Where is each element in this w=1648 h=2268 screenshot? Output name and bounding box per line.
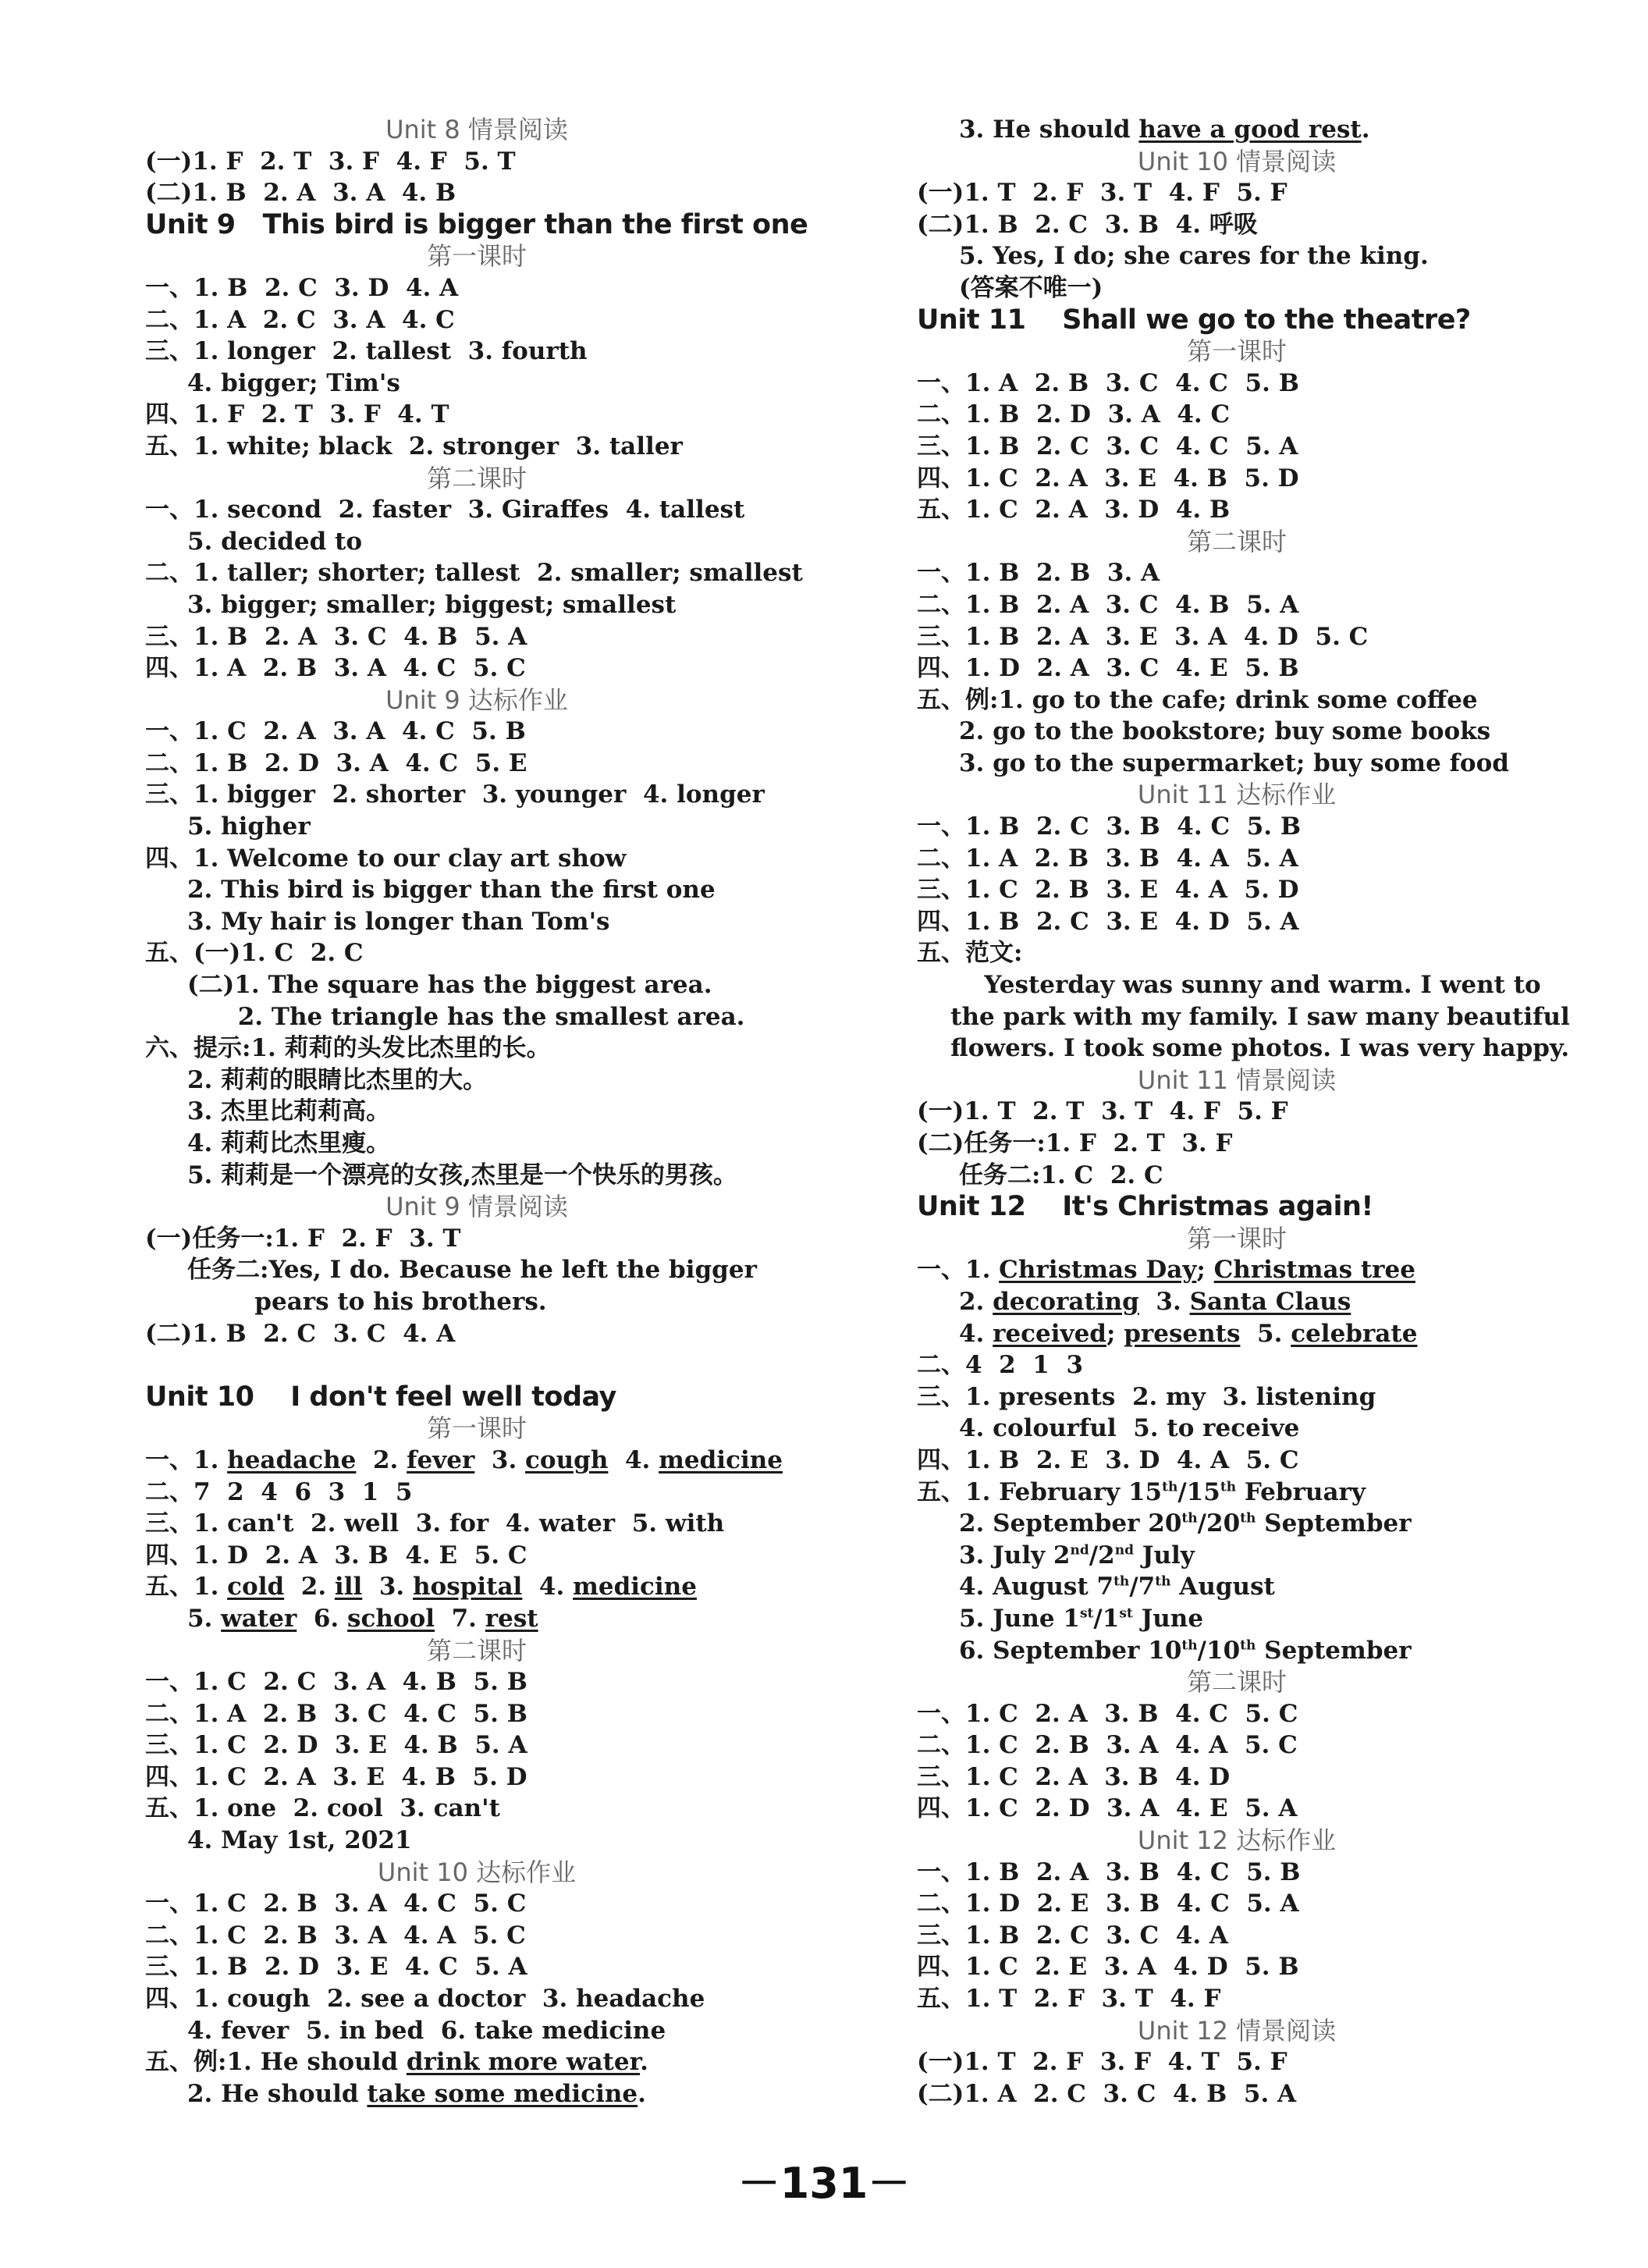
answer-line: (一)1. F 2. T 3. F 4. F 5. T [145, 147, 516, 176]
answer-line: 4. August 7th/7th August [917, 1573, 1275, 1601]
answer-line: (答案不唯一) [917, 273, 1103, 302]
section-heading: 第二课时 [426, 463, 527, 493]
answer-line: 四、1. B 2. E 3. D 4. A 5. C [917, 1445, 1299, 1474]
answer-line: 三、1. B 2. A 3. E 3. A 4. D 5. C [917, 622, 1369, 651]
answer-line: 4. received; presents 5. celebrate [917, 1319, 1418, 1348]
answer-line: the park with my family. I saw many beautiful [917, 1002, 1570, 1031]
answer-line: 二、1. B 2. D 3. A 4. C 5. E [145, 748, 527, 777]
answer-line: 四、1. F 2. T 3. F 4. T [145, 400, 449, 429]
answer-line: (二)1. B 2. C 3. B 4. 呼吸 [917, 210, 1258, 239]
answer-line: 三、1. B 2. D 3. E 4. C 5. A [145, 1953, 527, 1982]
answer-line: 4. fever 5. in bed 6. take medicine [145, 2016, 666, 2045]
answer-line: 6. September 10th/10th September [917, 1636, 1412, 1665]
answer-line: 2. 莉莉的眼睛比杰里的大。 [145, 1065, 488, 1094]
answer-line: 5. water 6. school 7. rest [145, 1604, 538, 1633]
answer-line: 三、1. bigger 2. shorter 3. younger 4. longer [145, 780, 765, 809]
answer-line: 二、1. A 2. C 3. A 4. C [145, 305, 455, 334]
answer-line: 5. decided to [145, 527, 363, 556]
answer-line: 四、1. C 2. A 3. E 4. B 5. D [917, 464, 1299, 492]
section-heading: Unit 9 情景阅读 [385, 1192, 568, 1222]
answer-line: 一、1. C 2. B 3. A 4. C 5. C [145, 1889, 527, 1918]
answer-line: 五、1. T 2. F 3. T 4. F [917, 1985, 1221, 2014]
answer-line: (一)任务一:1. F 2. F 3. T [145, 1224, 461, 1253]
answer-line: 一、1. A 2. B 3. C 4. C 5. B [917, 368, 1299, 397]
answer-line: 一、1. B 2. B 3. A [917, 559, 1160, 588]
answer-line: 二、1. A 2. B 3. C 4. C 5. B [145, 1699, 527, 1728]
answer-line: 四、1. C 2. D 3. A 4. E 5. A [917, 1794, 1298, 1823]
left-column [145, 114, 808, 2110]
answer-line: 4. May 1st, 2021 [145, 1826, 412, 1855]
answer-line: 四、1. B 2. C 3. E 4. D 5. A [917, 907, 1299, 936]
answer-line: 三、1. C 2. A 3. B 4. D [917, 1762, 1231, 1791]
answer-line: (二)1. A 2. C 3. C 4. B 5. A [917, 2079, 1297, 2108]
section-heading: 第一课时 [426, 241, 527, 272]
answer-line: 五、1. cold 2. ill 3. hospital 4. medicine [145, 1573, 697, 1601]
answer-line: (一)1. T 2. T 3. T 4. F 5. F [917, 1097, 1288, 1126]
answer-line: 2. go to the bookstore; buy some books [917, 717, 1491, 746]
answer-line: 二、1. A 2. B 3. B 4. A 5. A [917, 844, 1298, 873]
answer-line: 3. He should have a good rest. [917, 116, 1370, 144]
answer-line: 3. bigger; smaller; biggest; smallest [145, 590, 677, 619]
answer-line: 4. 莉莉比杰里瘦。 [145, 1129, 391, 1157]
answer-line: 一、1. B 2. A 3. B 4. C 5. B [917, 1857, 1301, 1886]
answer-line: 二、1. C 2. B 3. A 4. A 5. C [917, 1731, 1298, 1760]
answer-line: 3. 杰里比莉莉高。 [145, 1097, 391, 1126]
answer-line: Yesterday was sunny and warm. I went to [917, 971, 1541, 1000]
answer-line: 3. go to the supermarket; buy some food [917, 748, 1509, 777]
answer-line: 三、1. C 2. D 3. E 4. B 5. A [145, 1731, 527, 1760]
answer-line: 3. July 2nd/2nd July [917, 1541, 1195, 1569]
answer-line: 三、1. longer 2. tallest 3. fourth [145, 337, 588, 366]
answer-line: 任务二:Yes, I do. Because he left the bigger [145, 1256, 757, 1285]
answer-line: 5. June 1st/1st June [917, 1604, 1204, 1633]
answer-line: 五、例:1. He should drink more water. [145, 2048, 648, 2077]
unit-heading: Unit 10 I don't feel well today [145, 1381, 616, 1413]
answer-line: 五、范文: [917, 939, 1023, 968]
section-heading: Unit 9 达标作业 [385, 684, 568, 715]
answer-line: 5. Yes, I do; she cares for the king. [917, 242, 1429, 271]
answer-line: 一、1. C 2. A 3. B 4. C 5. C [917, 1699, 1298, 1728]
answer-line: 四、1. Welcome to our clay art show [145, 844, 627, 873]
answer-line: 六、提示:1. 莉莉的头发比杰里的长。 [145, 1034, 551, 1063]
answer-line: 5. 莉莉是一个漂亮的女孩,杰里是一个快乐的男孩。 [145, 1161, 737, 1189]
answer-line: 2. This bird is bigger than the first one [145, 876, 716, 905]
answer-line: 任务二:1. C 2. C [917, 1161, 1163, 1189]
answer-line: 四、1. C 2. E 3. A 4. D 5. B [917, 1953, 1299, 1982]
answer-line: 一、1. C 2. C 3. A 4. B 5. B [145, 1668, 527, 1697]
section-heading: Unit 12 情景阅读 [1137, 2015, 1337, 2046]
answer-line: 三、1. can't 2. well 3. for 4. water 5. with [145, 1509, 725, 1538]
answer-line: 四、1. D 2. A 3. C 4. E 5. B [917, 654, 1299, 683]
answer-line: (二)1. B 2. C 3. C 4. A [145, 1319, 456, 1348]
answer-line: 五、1. one 2. cool 3. can't [145, 1794, 500, 1823]
answer-line: 五、(一)1. C 2. C [145, 939, 364, 968]
answer-line: 五、1. C 2. A 3. D 4. B [917, 496, 1231, 524]
page-number: －131－ [737, 2159, 911, 2208]
answer-line: 一、1. second 2. faster 3. Giraffes 4. tallest [145, 496, 745, 524]
section-heading: Unit 8 情景阅读 [385, 115, 568, 144]
section-heading: 第一课时 [1186, 1223, 1287, 1253]
unit-heading: Unit 9 This bird is bigger than the first one [145, 208, 808, 240]
answer-line: flowers. I took some photos. I was very happy. [917, 1034, 1570, 1063]
answer-line: (一)1. T 2. F 3. T 4. F 5. F [917, 179, 1288, 208]
answer-line: (二)1. The square has the biggest area. [145, 971, 712, 1000]
answer-line: (二)任务一:1. F 2. T 3. F [917, 1129, 1233, 1157]
spacer [145, 1349, 808, 1381]
section-heading: 第一课时 [426, 1413, 527, 1444]
answer-line: 四、1. D 2. A 3. B 4. E 5. C [145, 1541, 527, 1569]
section-heading: Unit 10 情景阅读 [1137, 146, 1337, 176]
answer-line: 五、1. white; black 2. stronger 3. taller [145, 432, 683, 460]
answer-line: 三、1. B 2. C 3. C 4. C 5. A [917, 432, 1298, 460]
section-heading: 第二课时 [426, 1635, 527, 1665]
answer-line: 一、1. B 2. C 3. B 4. C 5. B [917, 812, 1302, 841]
section-heading: 第二课时 [1186, 526, 1287, 556]
answer-line: 4. bigger; Tim's [145, 368, 400, 397]
answer-line: 三、1. C 2. B 3. E 4. A 5. D [917, 876, 1299, 905]
answer-line: 3. My hair is longer than Tom's [145, 907, 610, 936]
answer-line: 三、1. B 2. A 3. C 4. B 5. A [145, 622, 527, 651]
answer-line: 五、例:1. go to the cafe; drink some coffee [917, 685, 1478, 714]
answer-line: (二)1. B 2. A 3. A 4. B [145, 179, 456, 208]
answer-line: 二、1. B 2. A 3. C 4. B 5. A [917, 590, 1299, 619]
answer-line: (一)1. T 2. F 3. F 4. T 5. F [917, 2048, 1288, 2077]
right-column [917, 114, 1570, 2110]
section-heading: 第二课时 [1186, 1667, 1287, 1697]
answer-line: 二、4 2 1 3 [917, 1351, 1084, 1380]
answer-line: 2. September 20th/20th September [917, 1509, 1412, 1538]
answer-line: pears to his brothers. [145, 1287, 547, 1316]
unit-heading: Unit 12 It's Christmas again! [917, 1191, 1373, 1223]
answer-line: 四、1. A 2. B 3. A 4. C 5. C [145, 654, 526, 683]
answer-line: 三、1. presents 2. my 3. listening [917, 1382, 1376, 1411]
answer-line: 4. colourful 5. to receive [917, 1414, 1300, 1443]
unit-heading: Unit 11 Shall we go to the theatre? [917, 304, 1471, 336]
answer-line: 四、1. C 2. A 3. E 4. B 5. D [145, 1762, 527, 1791]
answer-line: 一、1. C 2. A 3. A 4. C 5. B [145, 717, 526, 746]
section-heading: Unit 11 达标作业 [1137, 780, 1337, 810]
answer-line: 二、1. D 2. E 3. B 4. C 5. A [917, 1889, 1299, 1918]
answer-line: 2. decorating 3. Santa Claus [917, 1287, 1351, 1316]
answer-line: 四、1. cough 2. see a doctor 3. headache [145, 1985, 705, 2014]
answer-line: 一、1. B 2. C 3. D 4. A [145, 273, 459, 302]
answer-line: 一、1. Christmas Day; Christmas tree [917, 1256, 1415, 1285]
section-heading: Unit 12 达标作业 [1137, 1825, 1337, 1856]
answer-line: 二、1. taller; shorter; tallest 2. smaller; smallest [145, 559, 803, 588]
answer-line: 二、1. C 2. B 3. A 4. A 5. C [145, 1921, 526, 1950]
answer-line: 三、1. B 2. C 3. C 4. A [917, 1921, 1228, 1950]
answer-line: 2. He should take some medicine. [145, 2079, 646, 2108]
section-heading: Unit 11 情景阅读 [1137, 1065, 1337, 1095]
section-heading: 第一课时 [1186, 336, 1287, 367]
answer-line: 2. The triangle has the smallest area. [145, 1002, 745, 1031]
section-heading: Unit 10 达标作业 [377, 1857, 577, 1887]
answer-line: 5. higher [145, 812, 311, 841]
answer-line: 五、1. February 15th/15th February [917, 1477, 1366, 1506]
answer-line: 一、1. headache 2. fever 3. cough 4. medicine [145, 1445, 783, 1474]
answer-line: 二、1. B 2. D 3. A 4. C [917, 400, 1231, 429]
answer-line: 二、7 2 4 6 3 1 5 [145, 1477, 413, 1506]
